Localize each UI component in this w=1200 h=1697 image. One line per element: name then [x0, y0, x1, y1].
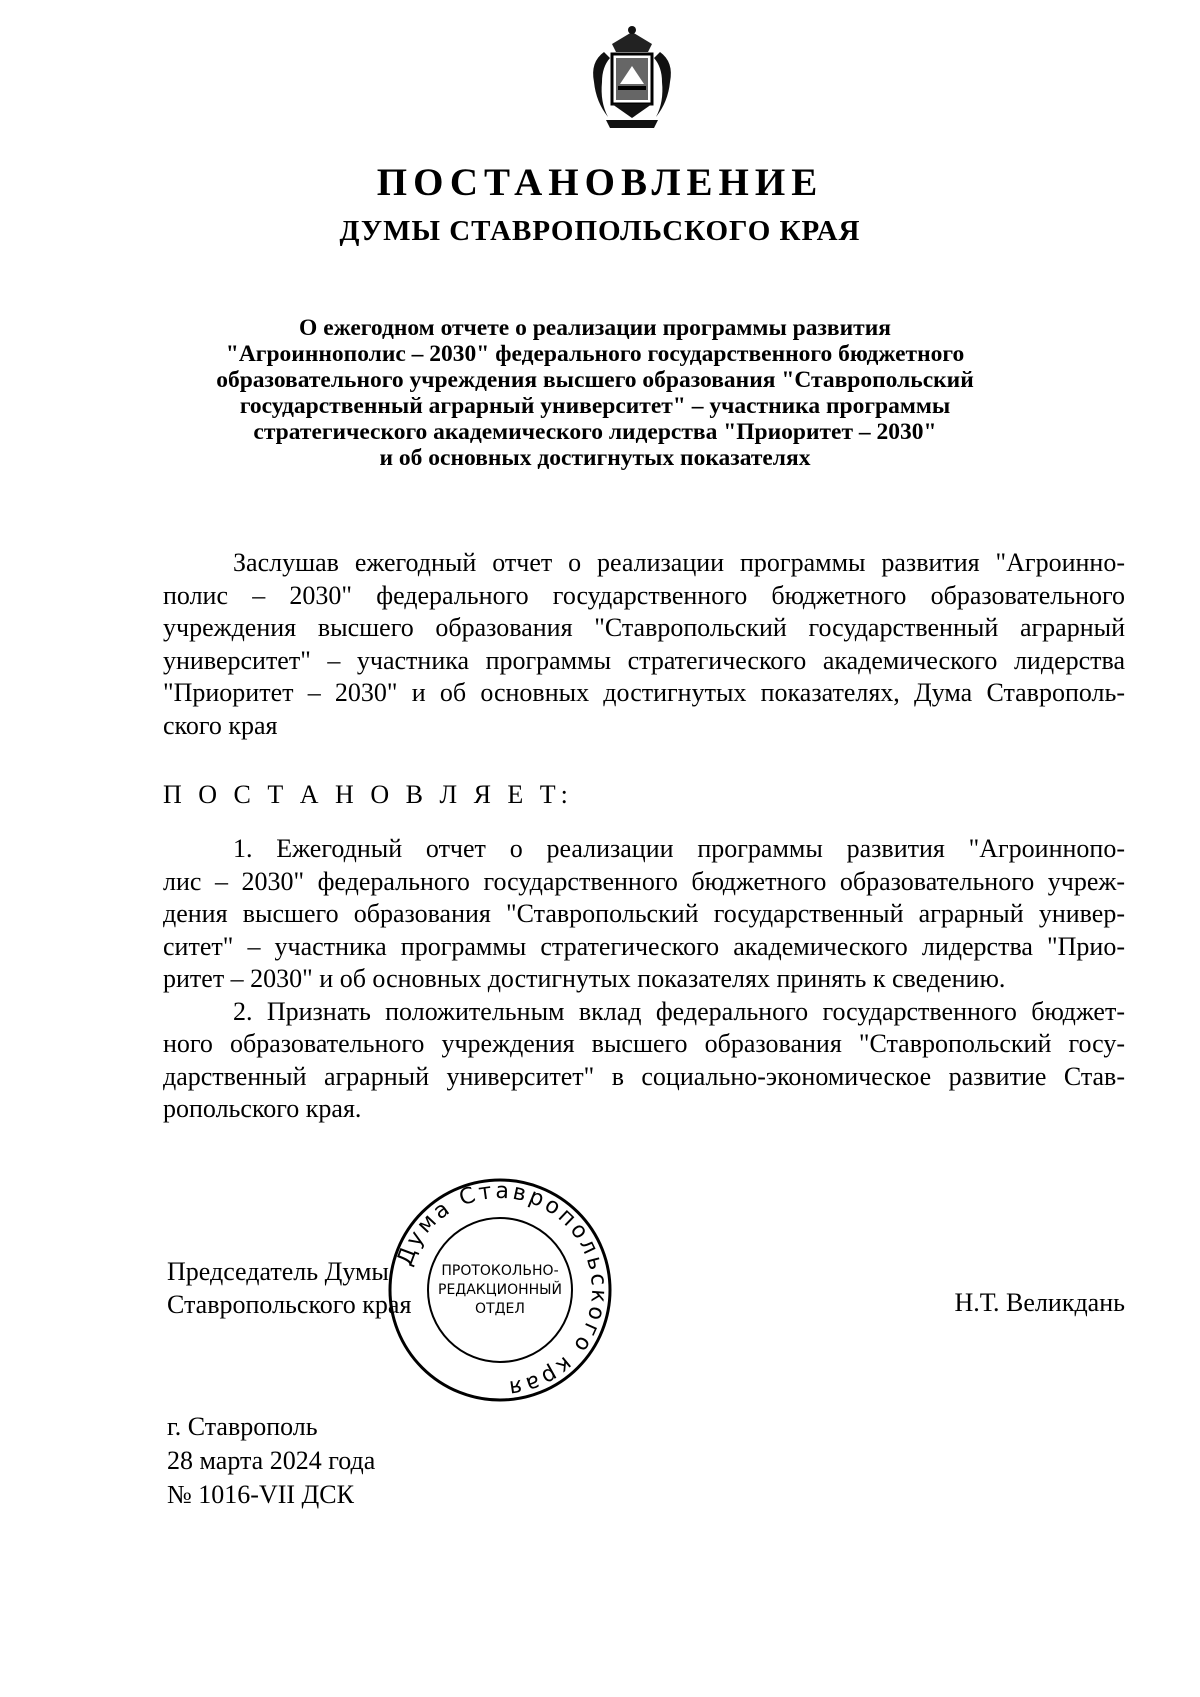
- subject-line: государственный аграрный университет" – участника программы: [239, 393, 951, 419]
- issuer-title: ДУМЫ СТАВРОПОЛЬСКОГО КРАЯ: [339, 215, 861, 247]
- preamble-paragraph: [163, 547, 1125, 742]
- item-line: ропольского края.: [163, 1094, 362, 1123]
- decree-word: П О С Т А Н О В Л Я Е Т:: [163, 780, 573, 809]
- item-line: ного образовательного учреждения высшего образования "Ставропольский госу-: [163, 1029, 1125, 1058]
- document-number: № 1016-VII ДСК: [167, 1480, 354, 1509]
- signatory-position-line: Ставропольского края: [167, 1290, 412, 1319]
- date: 28 марта 2024 года: [167, 1446, 376, 1475]
- signatory-position-line: Председатель Думы: [167, 1257, 389, 1286]
- subject-line: "Агроиннополис – 2030" федерального государственного бюджетного: [225, 341, 965, 367]
- preamble-line: Заслушав ежегодный отчет о реализации программы развития "Агроинно-: [233, 548, 1125, 577]
- item-line: ситет" – участника программы стратегического академического лидерства "Прио-: [163, 931, 1125, 961]
- official-stamp-icon: [385, 1175, 615, 1405]
- subject-line: образовательного учреждения высшего образования "Ставропольский: [216, 367, 974, 393]
- item-line: дарственный аграрный университет" в социально-экономическое развитие Став-: [163, 1061, 1125, 1091]
- item-line: дения высшего образования "Ставропольский государственный аграрный универ-: [163, 899, 1125, 928]
- stamp-inner-line: ПРОТОКОЛЬНО-: [441, 1263, 559, 1279]
- subject-line: О ежегодном отчете о реализации программы развития: [299, 315, 891, 341]
- item-line: ритет – 2030" и об основных достигнутых показателях принять к сведению.: [163, 964, 1006, 993]
- stamp-inner-line: ОТДЕЛ: [475, 1301, 525, 1317]
- stamp-outer-text: Дума Ставропольского края: [392, 1178, 612, 1401]
- preamble-line: учреждения высшего образования "Ставропольский государственный аграрный: [163, 613, 1125, 642]
- stamp-inner-line: РЕДАКЦИОННЫЙ: [438, 1282, 562, 1298]
- subject-line: стратегического академического лидерства "Приоритет – 2030": [253, 419, 937, 445]
- subject-line: и об основных достигнутых показателях: [379, 445, 811, 471]
- item-line: 1. Ежегодный отчет о реализации программы развития "Агроиннопо-: [233, 834, 1125, 863]
- preamble-line: полис – 2030" федерального государственного бюджетного образовательного: [163, 580, 1125, 610]
- city: г. Ставрополь: [167, 1412, 318, 1441]
- document-subject: [170, 315, 1020, 471]
- preamble-line: "Приоритет – 2030" и об основных достигнутых показателях, Дума Ставрополь-: [163, 678, 1125, 707]
- preamble-line: ского края: [163, 710, 278, 740]
- stavropol-coat-of-arms-icon: [582, 22, 682, 132]
- signatory-position: [167, 1255, 411, 1321]
- document-footer: [167, 1410, 375, 1512]
- item-line: 2. Признать положительным вклад федерального государственного бюджет-: [233, 996, 1125, 1026]
- signatory-name: Н.Т. Великдань: [954, 1288, 1125, 1317]
- item-line: лис – 2030" федерального государственного бюджетного образовательного учреж-: [163, 866, 1125, 896]
- preamble-line: университет" – участника программы стратегического академического лидерства: [163, 645, 1125, 675]
- document-title: ПОСТАНОВЛЕНИЕ: [376, 161, 824, 204]
- decree-items: [163, 833, 1125, 1126]
